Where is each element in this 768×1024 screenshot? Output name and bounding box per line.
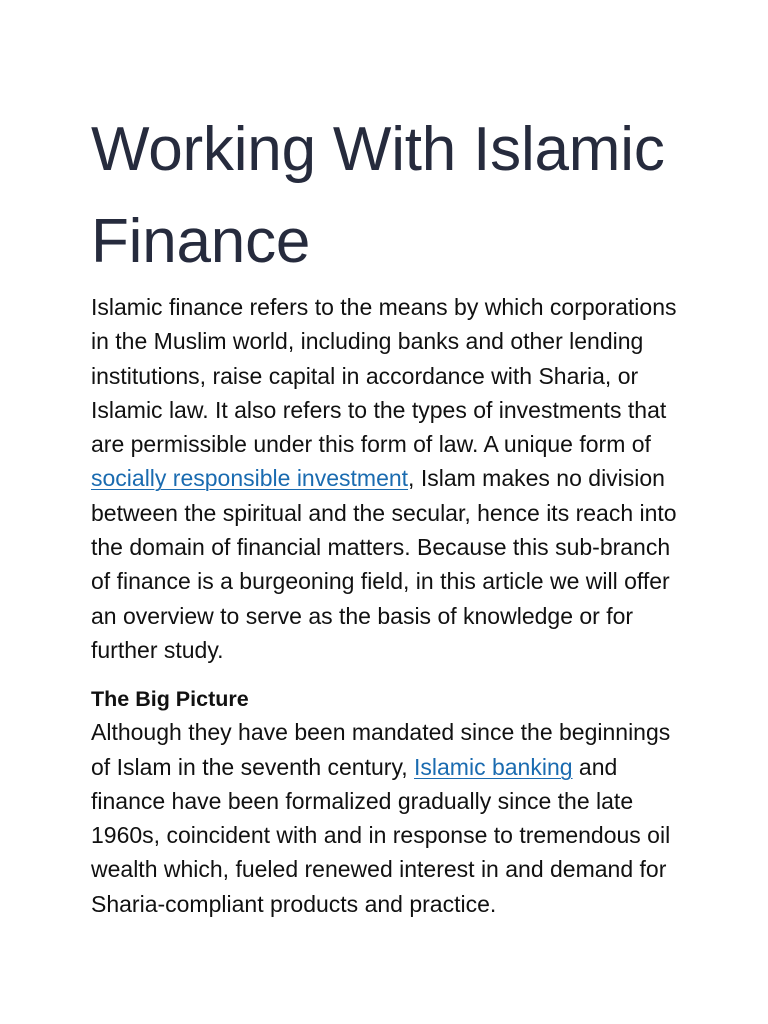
section-paragraph <box>91 715 688 921</box>
intro-text-before-link: Islamic finance refers to the means by which corporations in the Muslim world, including banks and other lending institutions, raise capital in accordance with Sharia, or Islamic law. It also refers to the types of investments that are permissible under this form of law. A unique form of <box>91 294 677 458</box>
section-heading: The Big Picture <box>91 687 249 712</box>
section-text-after-link: and finance have been formalized gradually since the late 1960s, coincident with and in response to tremendous oil wealth which, fueled renewed interest in and demand for Sharia-compliant products and practice. <box>91 753 671 917</box>
section-text-before-link: Although they have been mandated since the beginnings of Islam in the seventh century, <box>91 719 671 780</box>
islamic-banking-link[interactable]: Islamic banking <box>414 753 573 780</box>
intro-text-after-link: , Islam makes no division between the spiritual and the secular, hence its reach into the domain of financial matters. Because this sub-branch of finance is a burgeoning field, in this article we will offer an overview to serve as the basis of knowledge or for further study. <box>91 465 677 663</box>
article-title: Working With Islamic Finance <box>91 115 665 276</box>
socially-responsible-investment-link[interactable]: socially responsible investment <box>91 465 409 492</box>
intro-paragraph <box>91 290 688 667</box>
